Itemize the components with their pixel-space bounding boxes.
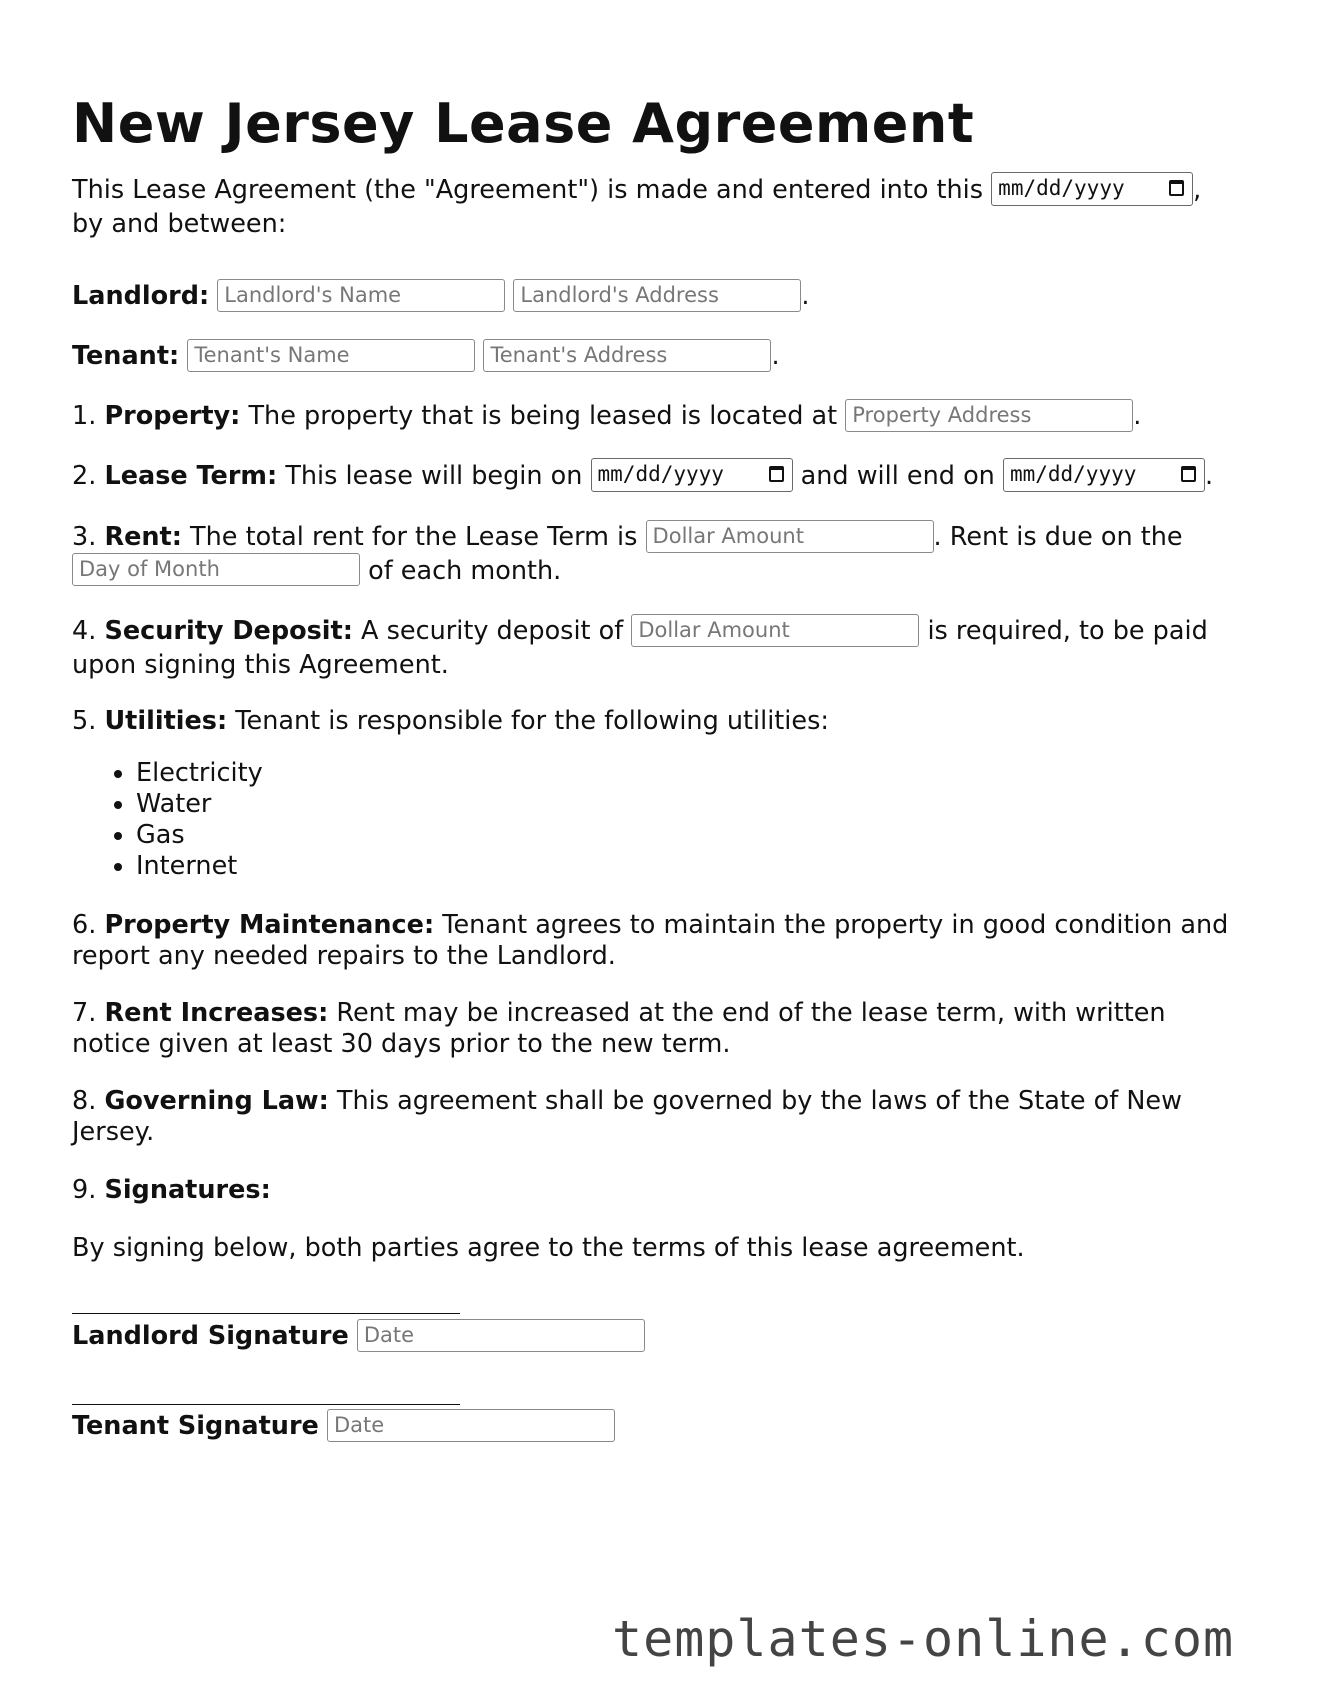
rent-amount-input[interactable]: Dollar Amount	[646, 520, 934, 553]
section-utilities: 5. Utilities: Tenant is responsible for the following utilities:	[72, 706, 829, 736]
tenant-signature-line	[72, 1404, 460, 1405]
property-address-input[interactable]: Property Address	[845, 399, 1133, 432]
section-property: 1. Property: The property that is being leased is located at Property Address .	[72, 400, 1248, 434]
section-rent: 3. Rent: The total rent for the Lease Term is Dollar Amount . Rent is due on the Day of Month of each month.	[72, 521, 1248, 588]
intro-text: This Lease Agreement (the "Agreement") is made and entered into this	[72, 175, 984, 205]
calendar-icon	[1169, 180, 1184, 196]
watermark: templates-online.com	[612, 1610, 1235, 1668]
list-item: • Water	[136, 789, 263, 820]
tenant-name-input[interactable]: Tenant's Name	[187, 339, 475, 372]
calendar-icon	[1181, 466, 1196, 482]
signatures-text: By signing below, both parties agree to the terms of this lease agreement.	[72, 1233, 1025, 1263]
landlord-signature-label: Landlord Signature	[72, 1321, 349, 1351]
landlord-signature-date-input[interactable]: Date	[357, 1319, 645, 1352]
landlord-name-input[interactable]: Landlord's Name	[217, 279, 505, 312]
page-title: New Jersey Lease Agreement	[72, 92, 975, 155]
landlord-address-input[interactable]: Landlord's Address	[513, 279, 801, 312]
tenant-signature-date-input[interactable]: Date	[327, 1409, 615, 1442]
tenant-address-input[interactable]: Tenant's Address	[483, 339, 771, 372]
deposit-amount-input[interactable]: Dollar Amount	[631, 614, 919, 647]
tenant-signature-row	[72, 1410, 615, 1444]
section-governing-law: 8. Governing Law: This agreement shall be governed by the laws of the State of New Jersey.	[72, 1086, 1182, 1147]
landlord-row: Landlord: Landlord's Name Landlord's Address .	[72, 280, 1248, 314]
lease-start-date-input[interactable]: mm/dd/yyyy	[591, 458, 793, 492]
utilities-list	[72, 758, 263, 882]
lease-end-date-input[interactable]: mm/dd/yyyy	[1003, 458, 1205, 492]
agreement-date-input[interactable]: mm/dd/yyyy	[991, 172, 1193, 206]
intro-text-line2: by and between:	[72, 209, 287, 239]
security-deposit-heading: Security Deposit:	[104, 616, 353, 646]
lease-term-heading: Lease Term:	[104, 461, 278, 491]
governing-law-heading: Governing Law:	[104, 1086, 329, 1116]
section-signatures: 9. Signatures:	[72, 1175, 271, 1205]
list-item: • Internet	[136, 851, 263, 882]
tenant-label: Tenant:	[72, 341, 180, 371]
signatures-heading: Signatures:	[104, 1175, 271, 1205]
section-maintenance: 6. Property Maintenance: Tenant agrees to maintain the property in good condition and report any needed repairs to the Landlord.	[72, 910, 1229, 971]
landlord-signature-line	[72, 1313, 460, 1314]
intro-paragraph: This Lease Agreement (the "Agreement") is made and entered into this mm/dd/yyyy , by and between:	[72, 174, 1248, 241]
section-rent-increases: 7. Rent Increases: Rent may be increased at the end of the lease term, with written notice given at least 30 days prior to the new term.	[72, 998, 1166, 1059]
rent-heading: Rent:	[104, 522, 182, 552]
tenant-signature-label: Tenant Signature	[72, 1411, 319, 1441]
calendar-icon	[769, 466, 784, 482]
tenant-row: Tenant: Tenant's Name Tenant's Address .	[72, 340, 1248, 374]
list-item: • Electricity	[136, 758, 263, 789]
property-heading: Property:	[104, 401, 241, 431]
section-security-deposit: 4. Security Deposit: A security deposit of Dollar Amount is required, to be paid upon signing this Agreement.	[72, 615, 1248, 682]
maintenance-heading: Property Maintenance:	[104, 910, 435, 940]
list-item: • Gas	[136, 820, 263, 851]
section-lease-term: 2. Lease Term: This lease will begin on mm/dd/yyyy and will end on mm/dd/yyyy .	[72, 460, 1248, 494]
landlord-label: Landlord:	[72, 281, 210, 311]
landlord-signature-row	[72, 1320, 645, 1354]
rent-increases-heading: Rent Increases:	[104, 998, 329, 1028]
rent-due-day-input[interactable]: Day of Month	[72, 553, 360, 586]
utilities-heading: Utilities:	[104, 706, 228, 736]
